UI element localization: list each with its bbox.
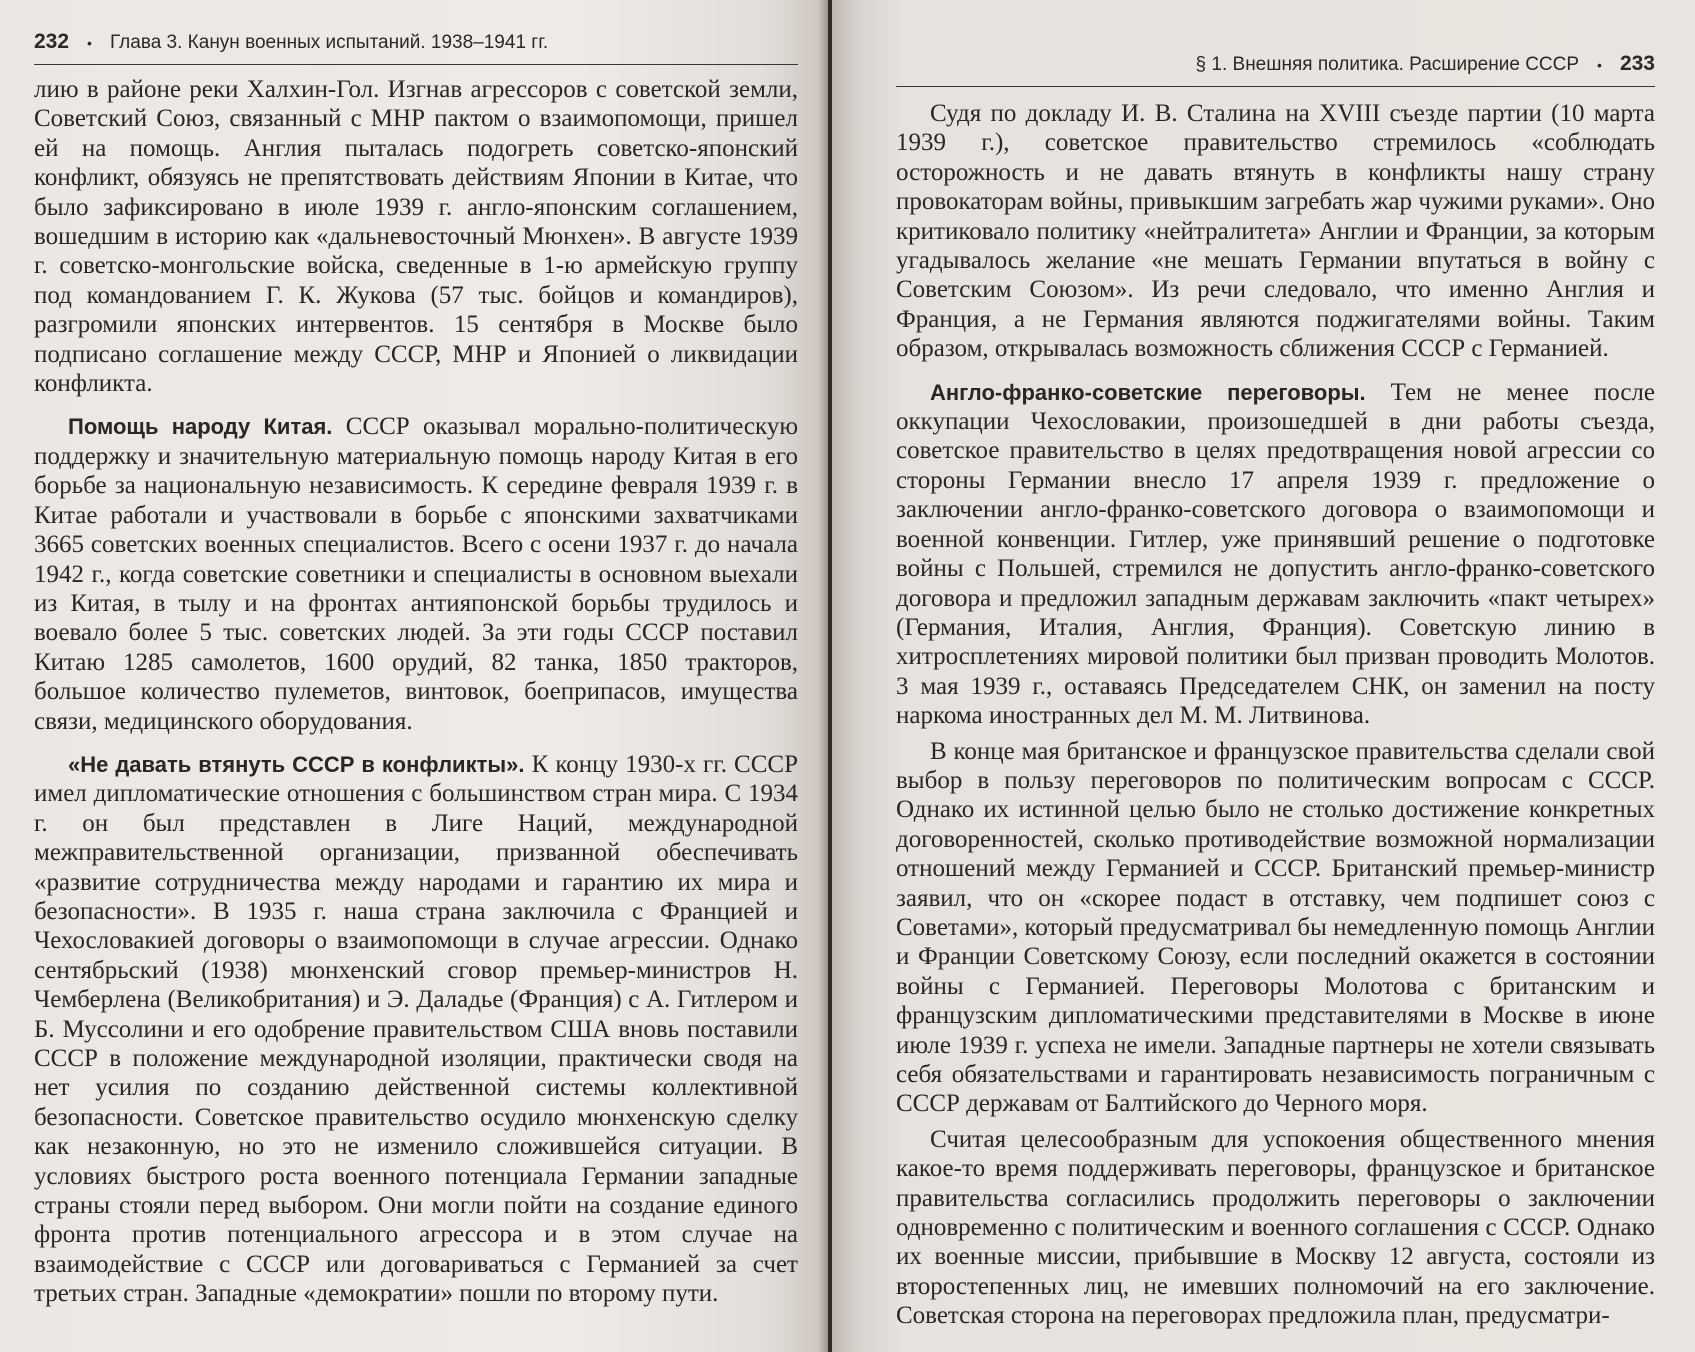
paragraph-heading: Помощь народу Китая. bbox=[68, 414, 333, 440]
right-page-number: 233 bbox=[1619, 52, 1655, 75]
header-bullet: • bbox=[1597, 57, 1602, 73]
paragraph bbox=[896, 99, 1655, 364]
paragraph-text: лию в районе реки Халхин-Гол. Изгнав агрессоров с советской земли, Советский Союз, связанный с МНР пактом о взаимопомощи, пришел ей на помощь. Англия пыталась подогреть советско-японский конфликт, обязуясь не препятствовать действиям Японии в Китае, что было зафиксировано в июле 1939 г. англо-японским соглашением, вошедшим в историю как «дальневосточный Мюнхен». В августе 1939 г. советско-монгольские войска, сведенные в 1-ю армейскую группу под командованием Г. К. Жукова (57 тыс. бойцов и командиров), разгромили японских интервентов. 15 сентября в Москве было подписано соглашение между СССР, МНР и Японией о ликвидации конфликта. bbox=[34, 76, 798, 398]
right-page bbox=[832, 0, 1695, 1352]
left-page bbox=[0, 0, 828, 1352]
paragraph-text: Считая целесообразным для успокоения общественного мнения какое-то время поддерживать переговоры, французское и британское правительства согласились продолжить переговоры о заключении одновременно с политическим и военного соглашения с СССР. Однако их военные миссии, прибывшие в Москву 12 августа, состояли из второстепенных лиц, не имевших полномочий на его заключение. Советская сторона на переговорах предложила план, предусматри- bbox=[896, 1125, 1655, 1330]
paragraph-text: Тем не менее после оккупации Чехословакии, произошедшей в дни работы съезда, советское правительство в целях предотвращения новой агрессии со стороны Германии внесло 17 апреля 1939 г. предложение о заключении англо-франко-советского договора о взаимопомощи и военной конвенции. Гитлер, уже принявший решение о подготовке войны с Польшей, стремился не допустить англо-франко-советского договора и предложил западным державам заключить «пакт четырех» (Германия, Италия, Англия, Франция). Советскую линию в хитросплетениях мировой политики был призван проводить Молотов. 3 мая 1939 г., оставаясь Председателем СНК, он заменил на посту наркома иностранных дел М. М. Литвинова. bbox=[896, 378, 1655, 730]
paragraph-text: Судя по докладу И. В. Сталина на XVIII съезде партии (10 марта 1939 г.), советское правительство стремилось «соблюдать осторожность и не давать втянуть в конфликты нашу страну провокаторам войны, привыкшим загребать жар чужими руками». Оно критиковало политику «нейтралитета» Англии и Франции, за которым угадывалось желание «не мешать Германии впутаться в войну с Советским Союзом». Из речи следовало, что именно Англия и Франция, а не Германия являются поджигателями войны. Таким образом, открывалась возможность сближения СССР с Германией. bbox=[896, 100, 1655, 363]
left-running-header bbox=[34, 30, 798, 65]
left-body-text bbox=[34, 75, 798, 1309]
header-bullet: • bbox=[87, 35, 92, 51]
section-title: § 1. Внешняя политика. Расширение СССР bbox=[1195, 54, 1580, 75]
paragraph bbox=[34, 412, 798, 735]
paragraph-heading: «Не давать втянуть СССР в конфликты». bbox=[68, 751, 525, 777]
right-body-text bbox=[896, 99, 1655, 1331]
paragraph-text: К концу 1930-х гг. СССР имел дипломатические отношения с большинством стран мира. С 1934 г. он был представлен в Лиге Наций, международной межправительственной организации, призванной обеспечивать «развитие сотрудничества между народами и гарантию их мира и безопасности». В 1935 г. наша страна заключила с Францией и Чехословакией договоры о взаимопомощи в случае агрессии. Однако сентябрьский (1938) мюнхенский сговор премьер-министров Н. Чемберлена (Великобритания) и Э. Даладье (Франция) с А. Гитлером и Б. Муссолини и его одобрение правительством США вновь поставили СССР в положение международной изоляции, практически сводя на нет усилия по созданию действенной системы коллективной безопасности. Советское правительство осудило мюнхенскую сделку как незаконную, но это не изменило сложившейся ситуации. В условиях быстрого роста военного потенциала Германии западные страны стояли перед выбором. Они могли пойти на создание единого фронта против потенциального агрессора и в этом случае на взаимодействие с СССР или договариваться с Германией за счет третьих стран. Западные «демократии» пошли по второму пути. bbox=[34, 750, 798, 1308]
paragraph bbox=[896, 737, 1655, 1119]
paragraph-text: В конце мая британское и французское правительства сделали свой выбор в пользу переговоров по политическим вопросам с СССР. Однако их истинной целью было не столько достижение конкретных договоренностей, сколько противодействие возможной нормализации отношений между Германией и СССР. Британский премьер-министр заявил, что он «скорее подаст в отставку, чем подпишет союз с Советами», который предусматривал бы немедленную помощь Англии и Франции Советскому Союзу, если последний окажется в состоянии войны с Германией. Переговоры Молотова с британским и французским дипломатическими представителями в Москве в июне июле 1939 г. успеха не имели. Западные партнеры не хотели связывать себя обязательствами и гарантировать независимость пограничным с СССР державам от Балтийского до Черного моря. bbox=[896, 737, 1655, 1118]
left-page-number: 232 bbox=[34, 30, 70, 53]
paragraph bbox=[34, 750, 798, 1309]
paragraph bbox=[896, 378, 1655, 731]
paragraph bbox=[34, 75, 798, 398]
right-running-header bbox=[896, 52, 1655, 87]
paragraph-heading: Англо-франко-советские переговоры. bbox=[930, 379, 1366, 405]
paragraph-text: СССР оказывал морально-политическую поддержку и значительную материальную помощь народу Китая в его борьбе за национальную независимость. К середине февраля 1939 г. в Китае работали и участвовали в борьбе с японскими захватчиками 3665 советских военных специалистов. Всего с осени 1937 г. до начала 1942 г., когда советские советники и специалисты в основном выехали из Китая, в тылу и на фронтах антияпонской борьбы трудилось и воевало более 5 тыс. советских людей. За эти годы СССР поставил Китаю 1285 самолетов, 1600 орудий, 82 танка, 1850 тракторов, большое количество пулеметов, винтовок, боеприпасов, имущества связи, медицинского оборудования. bbox=[34, 413, 798, 735]
paragraph bbox=[896, 1125, 1655, 1331]
chapter-title: Глава 3. Канун военных испытаний. 1938–1941 гг. bbox=[109, 32, 549, 53]
